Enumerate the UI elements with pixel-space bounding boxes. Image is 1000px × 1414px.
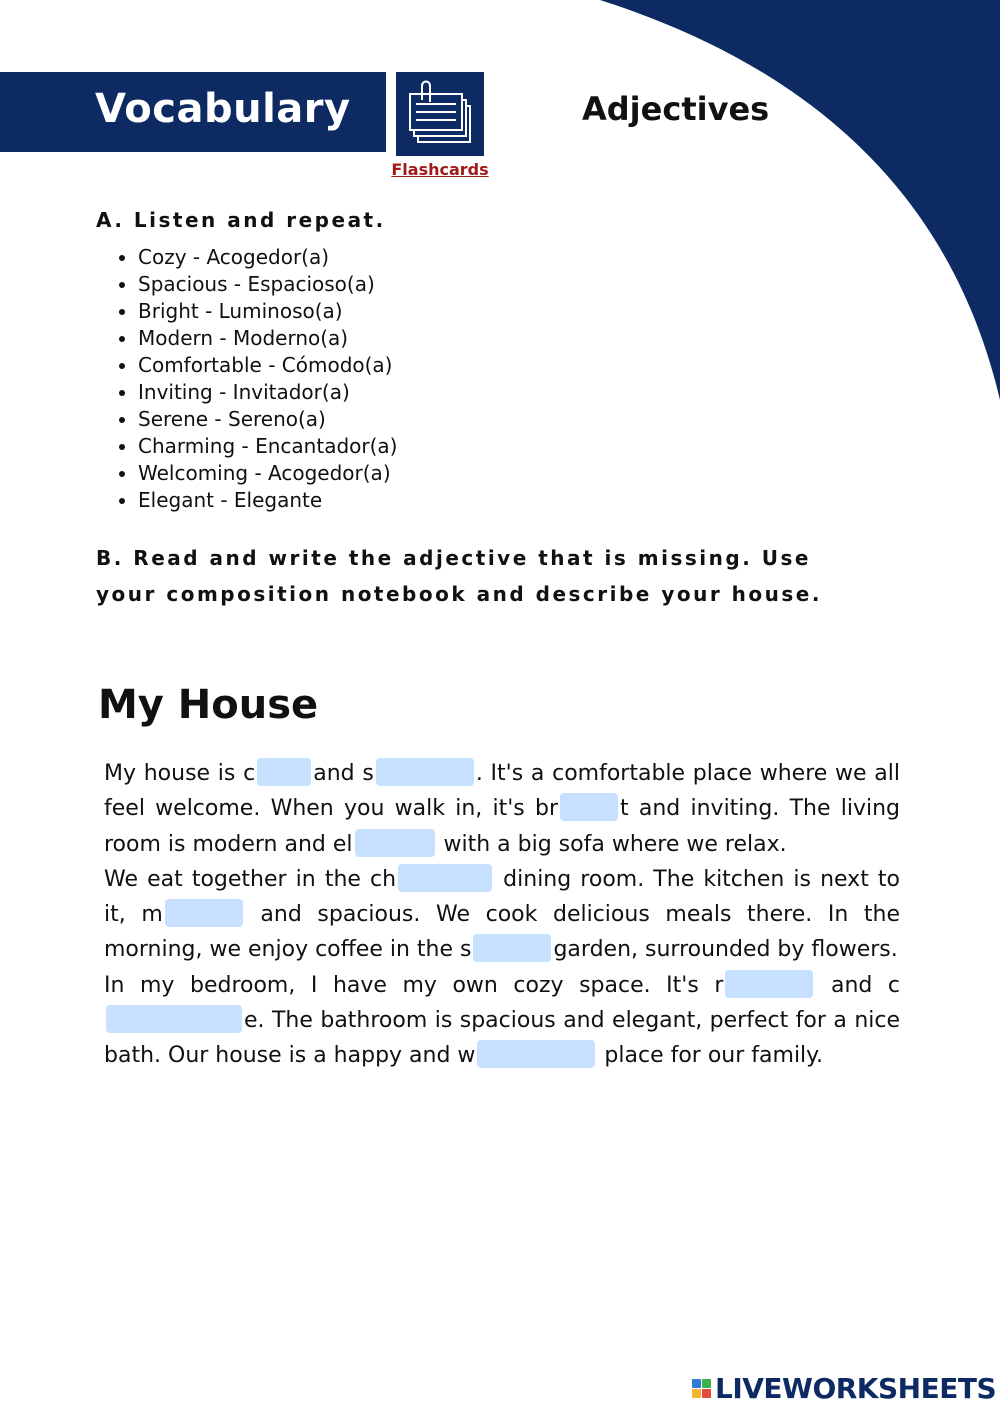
- liveworksheets-logo: [692, 1372, 996, 1405]
- vocabulary-list: [120, 244, 397, 514]
- list-item: • Inviting - Invitador(a): [138, 379, 397, 406]
- story-text-segment: e. The bathroom is spacious and elegant, perfect for a nice bath. Our house is a happy and w: [104, 1008, 900, 1069]
- list-item: • Cozy - Acogedor(a): [138, 244, 397, 271]
- cards-icon: [396, 72, 484, 156]
- story-text-segment: place for our family.: [604, 1043, 824, 1069]
- blank-input-spacious[interactable]: [376, 758, 474, 786]
- list-item: • Modern - Moderno(a): [138, 325, 397, 352]
- topic-title: Adjectives: [582, 90, 770, 128]
- story-text-segment: and c: [830, 972, 901, 998]
- list-item: • Bright - Luminoso(a): [138, 298, 397, 325]
- story-paragraph: [104, 862, 900, 968]
- page-title: Vocabulary: [95, 86, 351, 132]
- blank-input-serene[interactable]: [473, 934, 551, 962]
- story-text-segment: . It's a comfortable place where we all feel welcome. When you walk in, it's br: [104, 761, 900, 822]
- blank-input-comfortable[interactable]: [106, 1005, 242, 1033]
- logo-mark-icon: [692, 1379, 711, 1398]
- story-text-segment: In my bedroom, I have my own cozy space. It's r: [104, 972, 724, 998]
- flashcards-link[interactable]: Flashcards: [391, 160, 489, 179]
- story-text-segment: dining room. The kitchen is next to it, m: [104, 866, 901, 928]
- list-item: • Welcoming - Acogedor(a): [138, 460, 397, 487]
- story-text-segment: and s: [313, 761, 374, 786]
- section-b-instructions: B. Read and write the adjective that is missing. Use your composition notebook and describe your house.: [96, 546, 822, 606]
- title-banner: [0, 72, 386, 152]
- story-text: [104, 756, 900, 1074]
- story-paragraph: [104, 756, 900, 862]
- story-text-segment: garden, surrounded by flowers.: [553, 937, 898, 963]
- logo-text: LIVEWORKSHEETS: [715, 1372, 997, 1405]
- list-item: • Spacious - Espacioso(a): [138, 271, 397, 298]
- story-text-segment: and spacious. We cook delicious meals there. In the morning, we enjoy coffee in the s: [104, 902, 900, 963]
- blank-input-relaxing[interactable]: [725, 970, 813, 998]
- list-item: • Comfortable - Cómodo(a): [138, 352, 397, 379]
- story-text-segment: My house is c: [104, 761, 256, 786]
- section-a-heading: A. Listen and repeat.: [96, 208, 386, 232]
- story-text-segment: t and inviting. The living room is modern and el: [104, 796, 900, 857]
- blank-input-charming[interactable]: [398, 864, 492, 892]
- list-item: • Elegant - Elegante: [138, 487, 397, 514]
- story-paragraph: [104, 968, 900, 1074]
- blank-input-bright[interactable]: [560, 793, 618, 821]
- blank-input-cozy[interactable]: [257, 758, 311, 786]
- story-text-segment: We eat together in the ch: [104, 866, 397, 892]
- list-item: • Serene - Sereno(a): [138, 406, 397, 433]
- list-item: • Charming - Encantador(a): [138, 433, 397, 460]
- flashcards-icon[interactable]: [396, 72, 484, 156]
- blank-input-welcoming[interactable]: [477, 1040, 595, 1068]
- blank-input-elegant[interactable]: [355, 829, 435, 857]
- story-text-segment: with a big sofa where we relax.: [443, 831, 787, 857]
- story-title: My House: [98, 682, 319, 728]
- blank-input-modern[interactable]: [165, 899, 243, 927]
